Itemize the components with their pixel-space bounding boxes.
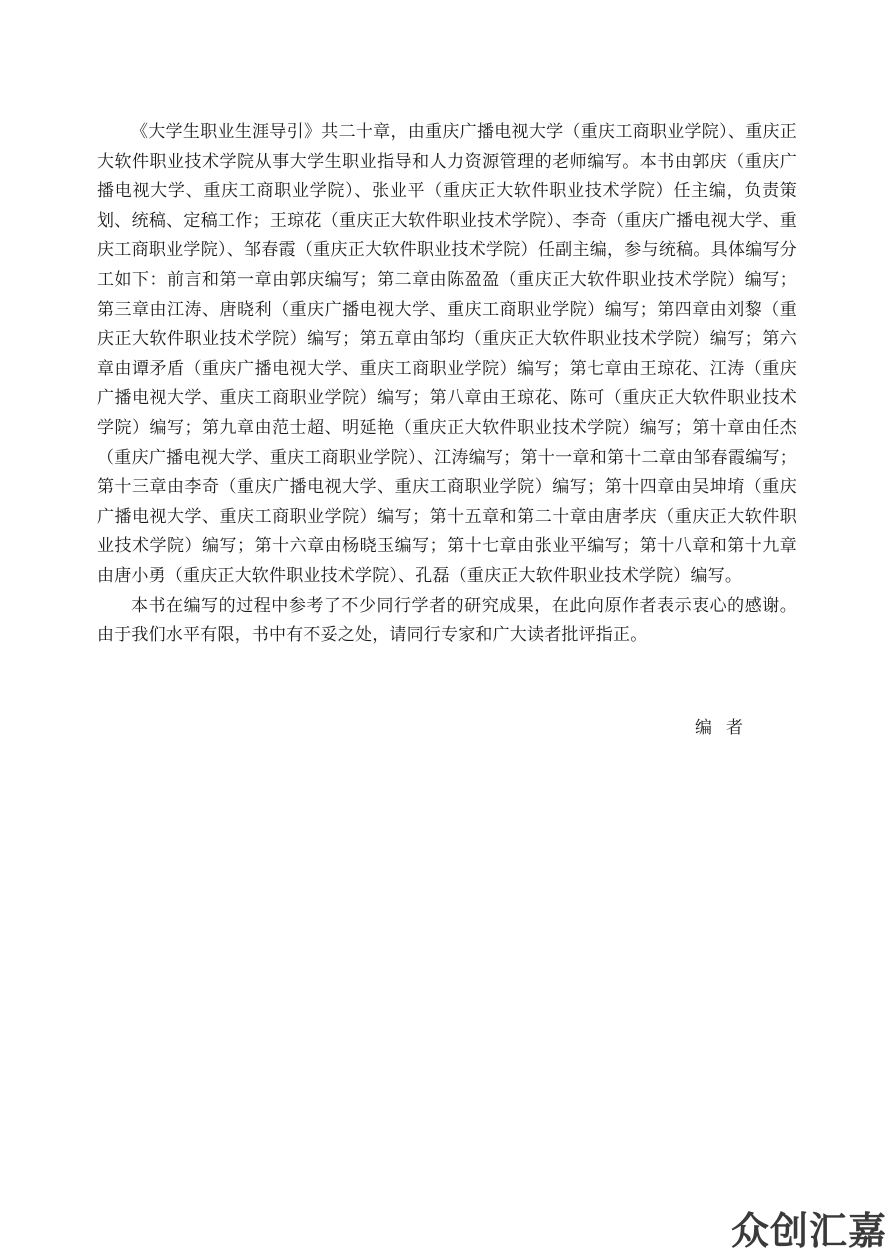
- preface-body: [97, 118, 797, 651]
- watermark-logo: 众创汇嘉: [730, 1209, 887, 1253]
- signature-editors: 编者: [695, 718, 757, 738]
- paragraph-authors: 《大学生职业生涯导引》共二十章，由重庆广播电视大学（重庆工商职业学院）、重庆正大软件职业技术学院从事大学生职业指导和人力资源管理的老师编写。本书由郭庆（重庆广播电视大学、重庆工商职业学院）、张业平（重庆正大软件职业技术学院）任主编，负责策划、统稿、定稿工作；王琼花（重庆正大软件职业技术学院）、李奇（重庆广播电视大学、重庆工商职业学院）、邹春霞（重庆正大软件职业技术学院）任副主编，参与统稿。具体编写分工如下：前言和第一章由郭庆编写；第二章由陈盈盈（重庆正大软件职业技术学院）编写；第三章由江涛、唐晓利（重庆广播电视大学、重庆工商职业学院）编写；第四章由刘黎（重庆正大软件职业技术学院）编写；第五章由邹均（重庆正大软件职业技术学院）编写；第六章由谭矛盾（重庆广播电视大学、重庆工商职业学院）编写；第七章由王琼花、江涛（重庆广播电视大学、重庆工商职业学院）编写；第八章由王琼花、陈可（重庆正大软件职业技术学院）编写；第九章由范士超、明延艳（重庆正大软件职业技术学院）编写；第十章由任杰（重庆广播电视大学、重庆工商职业学院）、江涛编写；第十一章和第十二章由邹春霞编写；第十三章由李奇（重庆广播电视大学、重庆工商职业学院）编写；第十四章由吴坤堉（重庆广播电视大学、重庆工商职业学院）编写；第十五章和第二十章由唐孝庆（重庆正大软件职业技术学院）编写；第十六章由杨晓玉编写；第十七章由张业平编写；第十八章和第十九章由唐小勇（重庆正大软件职业技术学院）、孔磊（重庆正大软件职业技术学院）编写。: [97, 122, 797, 586]
- paragraph-acknowledgement: 本书在编写的过程中参考了不少同行学者的研究成果，在此向原作者表示衷心的感谢。由于我们水平有限，书中有不妥之处，请同行专家和广大读者批评指正。: [97, 595, 797, 646]
